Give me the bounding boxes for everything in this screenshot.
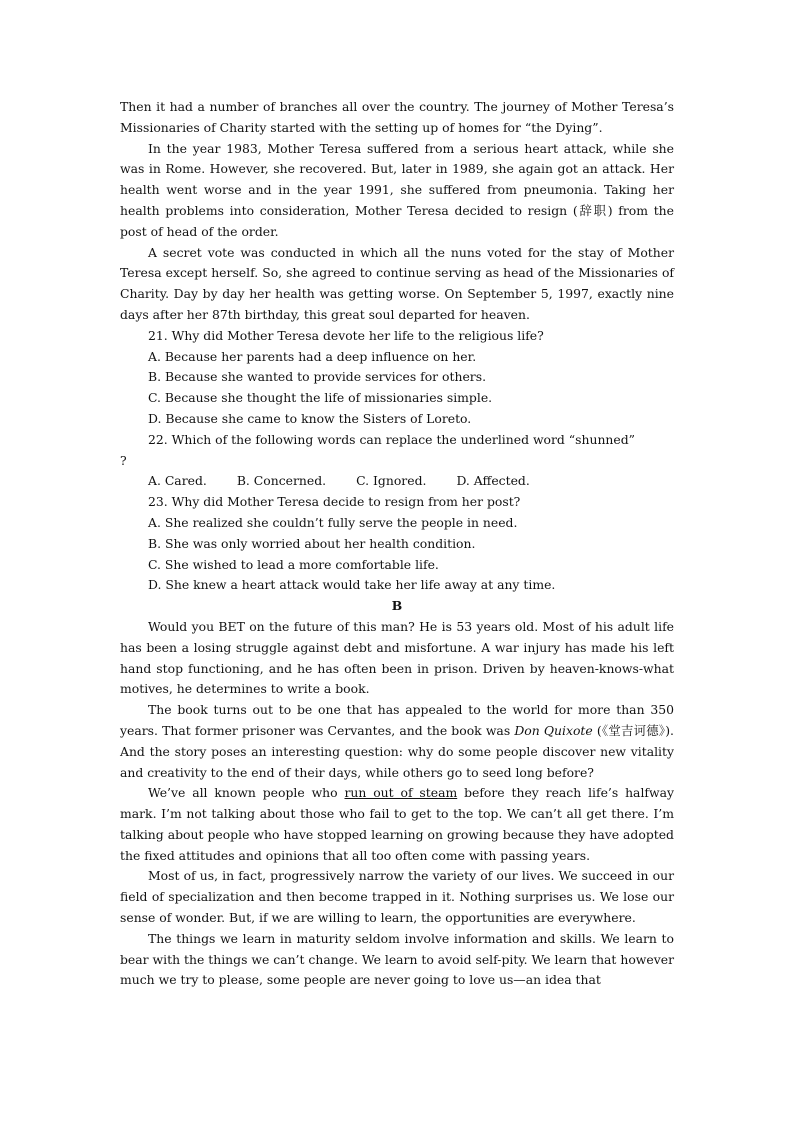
option-d: D. Affected. — [456, 473, 530, 489]
paragraph: Would you BET on the future of this man? He is 53 years old. Most of his adult life has been a losing struggle against debt and misfortune. A war injury has made his left hand stop functioning, and he has often been in prison. Driven by heaven-knows-what motives, he determines to write a book. — [120, 618, 674, 697]
question-22 — [120, 430, 674, 492]
option-b: B. She was only worried about her health condition. — [148, 535, 476, 551]
book-title: Don Quixote — [514, 722, 593, 738]
text-run: The book turns out to be one that has appealed to the world for more than 350 years. That former prisoner was Cervantes, and the book was — [120, 702, 674, 738]
question-stem: 22. Which of the following words can replace the underlined word “shunned” — [148, 431, 636, 447]
paragraph: In the year 1983, Mother Teresa suffered from a serious heart attack, while she was in Rome. However, she recovered. But, later in 1989, she again got an attack. Her health went worse and in the year 1991, she suffered from pneumonia. Taking her health problems into consideration, Mother Teresa decided to resign (辞职) from the post of head of the order. — [120, 140, 674, 239]
paragraph: Then it had a number of branches all over the country. The journey of Mother Teresa’s Missionaries of Charity started with the setting up of homes for “the Dying”. — [120, 99, 674, 135]
paragraph — [120, 783, 674, 866]
question-21 — [120, 326, 674, 430]
option-d: D. Because she came to know the Sisters of Loreto. — [148, 410, 472, 426]
options-row — [120, 471, 674, 492]
option-a: A. Because her parents had a deep influence on her. — [148, 348, 477, 364]
question-stem: 21. Why did Mother Teresa devote her life to the religious life? — [148, 327, 544, 343]
paragraph: Most of us, in fact, progressively narrow the variety of our lives. We succeed in our field of specialization and then become trapped in it. Nothing surprises us. We lose our sense of wonder. But, if we are willing to learn, the opportunities are everywhere. — [120, 868, 674, 926]
text-run: before they reach life’s halfway mark. I’m not talking about those who fail to get to the top. We can’t all get there. I’m talking about people who have stopped learning on growing because they have adopted the fixed attitudes and opinions that all too often come with passing years. — [120, 785, 674, 863]
document-page — [120, 97, 674, 991]
option-b: B. Concerned. — [236, 473, 327, 489]
option-b: B. Because she wanted to provide services for others. — [148, 369, 487, 385]
question-23 — [120, 492, 674, 596]
paragraph: The things we learn in maturity seldom involve information and skills. We learn to bear with the things we can’t change. We learn to avoid self-pity. We learn that however much we try to please, some people are never going to love us—an idea that — [120, 930, 674, 988]
option-c: C. She wished to lead a more comfortable life. — [148, 556, 439, 572]
question-stem-end: ? — [120, 452, 127, 468]
option-c: C. Because she thought the life of missionaries simple. — [148, 390, 493, 406]
section-heading: B — [391, 598, 403, 614]
paragraph: A secret vote was conducted in which all the nuns voted for the stay of Mother Teresa except herself. So, she agreed to continue serving as head of the Missionaries of Charity. Day by day her health was getting worse. On September 5, 1997, exactly nine days after her 87th birthday, this great soul departed for heaven. — [120, 244, 674, 322]
option-c: C. Ignored. — [356, 473, 427, 489]
option-d: D. She knew a heart attack would take her life away at any time. — [148, 577, 556, 593]
paragraph — [120, 700, 674, 783]
question-stem: 23. Why did Mother Teresa decide to resign from her post? — [148, 494, 521, 510]
text-run: We’ve all known people who — [148, 785, 345, 801]
text-run: (《堂吉诃德》). And the story poses an interesting question: why do some people discover new vitality and creativity to the end of their days, while others go to seed long before? — [120, 722, 674, 780]
option-a: A. She realized she couldn’t fully serve the people in need. — [148, 514, 518, 530]
option-a: A. Cared. — [148, 473, 207, 489]
underlined-phrase: run out of steam — [344, 785, 458, 801]
